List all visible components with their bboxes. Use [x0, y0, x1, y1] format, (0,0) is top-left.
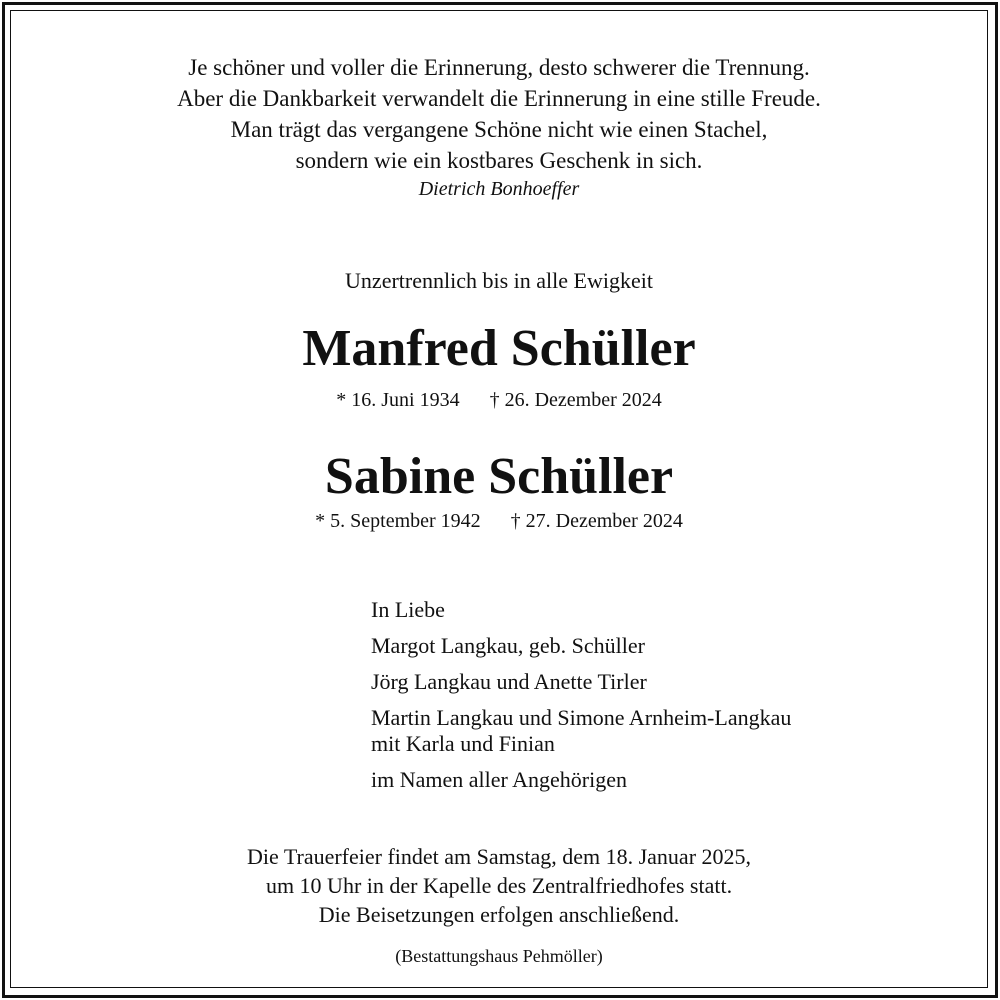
- ceremony-line: um 10 Uhr in der Kapelle des Zentralfriedhofes statt.: [265, 873, 733, 898]
- quote-line: Man trägt das vergangene Schöne nicht wie einen Stachel,: [230, 117, 768, 142]
- birth-date: * 16. Juni 1934: [336, 389, 460, 411]
- deceased-dates-sabine: [12, 510, 986, 533]
- quote-block: [12, 52, 986, 176]
- deceased-dates-manfred: [12, 389, 986, 412]
- mourner-line: Margot Langkau, geb. Schüller: [371, 633, 645, 658]
- motto: Unzertrennlich bis in alle Ewigkeit: [345, 268, 653, 293]
- death-date: † 26. Dezember 2024: [489, 389, 662, 411]
- mourner-line: im Namen aller Angehörigen: [371, 767, 627, 792]
- mourner-line: Martin Langkau und Simone Arnheim-Langkau: [371, 705, 792, 730]
- ceremony-info: [12, 842, 986, 929]
- funeral-home: (Bestattungshaus Pehmöller): [395, 946, 603, 966]
- deceased-name-sabine: Sabine Schüller: [324, 448, 674, 505]
- quote-line: Aber die Dankbarkeit verwandelt die Erinnerung in eine stille Freude.: [177, 86, 821, 111]
- mourner-line: mit Karla und Finian: [371, 731, 555, 756]
- quote-line: sondern wie ein kostbares Geschenk in sich.: [295, 148, 703, 173]
- mourner-line: In Liebe: [371, 597, 445, 622]
- ceremony-line: Die Trauerfeier findet am Samstag, dem 18. Januar 2025,: [246, 844, 752, 869]
- obituary-notice: [12, 12, 986, 986]
- ceremony-line: Die Beisetzungen erfolgen anschließend.: [318, 902, 680, 927]
- mourner-line: Jörg Langkau und Anette Tirler: [371, 669, 647, 694]
- deceased-name-manfred: Manfred Schüller: [302, 320, 696, 377]
- mourners-list: [371, 597, 791, 803]
- birth-date: * 5. September 1942: [315, 510, 481, 532]
- quote-author: Dietrich Bonhoeffer: [418, 178, 580, 200]
- death-date: † 27. Dezember 2024: [510, 510, 683, 532]
- quote-line: Je schöner und voller die Erinnerung, desto schwerer die Trennung.: [188, 55, 810, 80]
